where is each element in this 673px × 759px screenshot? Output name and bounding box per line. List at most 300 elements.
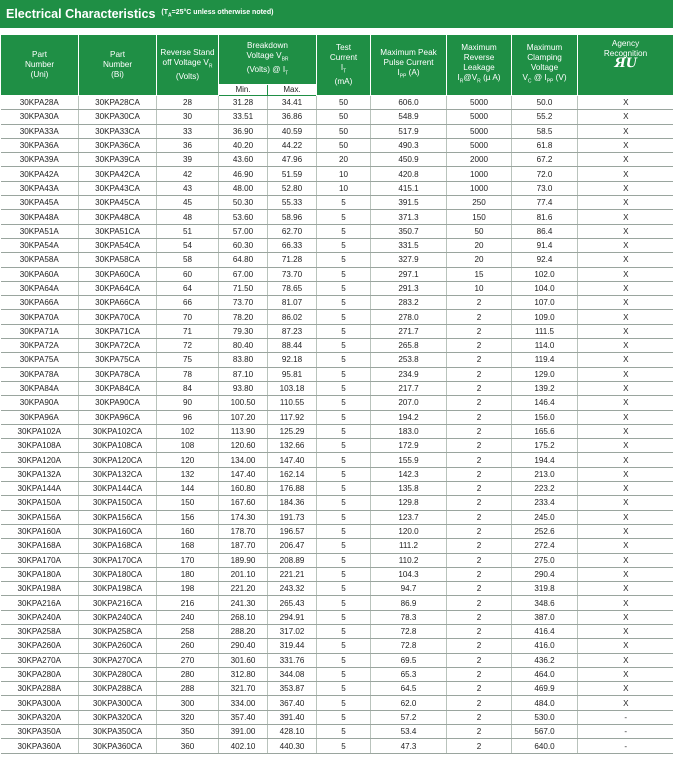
cell-reverse-standoff: 70 bbox=[157, 310, 219, 324]
cell-agency: X bbox=[578, 281, 673, 295]
cell-part-uni: 30KPA288A bbox=[1, 682, 79, 696]
cell-test-current: 5 bbox=[317, 281, 371, 295]
table-row bbox=[1, 253, 673, 267]
cell-part-uni: 30KPA120A bbox=[1, 453, 79, 467]
header-test-current: Test Current $I_T$ (mA) bbox=[317, 35, 371, 96]
cell-agency: - bbox=[578, 710, 673, 724]
table-row bbox=[1, 110, 673, 124]
cell-part-bi: 30KPA280CA bbox=[79, 667, 157, 681]
cell-part-bi: 30KPA30CA bbox=[79, 110, 157, 124]
cell-test-current: 5 bbox=[317, 510, 371, 524]
cell-test-current: 20 bbox=[317, 153, 371, 167]
cell-breakdown-min: 178.70 bbox=[219, 524, 268, 538]
cell-test-current: 5 bbox=[317, 553, 371, 567]
cell-clamping-voltage: 58.5 bbox=[512, 124, 578, 138]
cell-part-bi: 30KPA33CA bbox=[79, 124, 157, 138]
cell-test-current: 50 bbox=[317, 96, 371, 110]
cell-reverse-standoff: 43 bbox=[157, 181, 219, 195]
cell-breakdown-max: 367.40 bbox=[268, 696, 317, 710]
cell-test-current: 5 bbox=[317, 624, 371, 638]
cell-test-current: 5 bbox=[317, 196, 371, 210]
table-row bbox=[1, 739, 673, 753]
cell-agency: X bbox=[578, 324, 673, 338]
cell-part-uni: 30KPA45A bbox=[1, 196, 79, 210]
cell-clamping-voltage: 275.0 bbox=[512, 553, 578, 567]
cell-peak-pulse-current: 135.8 bbox=[371, 482, 447, 496]
cell-reverse-standoff: 260 bbox=[157, 639, 219, 653]
table-row bbox=[1, 439, 673, 453]
cell-reverse-standoff: 84 bbox=[157, 381, 219, 395]
cell-breakdown-max: 40.59 bbox=[268, 124, 317, 138]
cell-reverse-standoff: 168 bbox=[157, 539, 219, 553]
cell-part-bi: 30KPA216CA bbox=[79, 596, 157, 610]
cell-test-current: 5 bbox=[317, 596, 371, 610]
cell-agency: X bbox=[578, 696, 673, 710]
cell-breakdown-max: 196.57 bbox=[268, 524, 317, 538]
table-row bbox=[1, 725, 673, 739]
header-peak-pulse-current: Maximum Peak Pulse Current $I_{PP}$ (A) bbox=[371, 35, 447, 96]
cell-reverse-standoff: 288 bbox=[157, 682, 219, 696]
cell-breakdown-min: 57.00 bbox=[219, 224, 268, 238]
cell-reverse-leakage: 2 bbox=[447, 367, 512, 381]
table-title: Electrical Characteristics bbox=[6, 7, 156, 21]
cell-breakdown-max: 440.30 bbox=[268, 739, 317, 753]
cell-peak-pulse-current: 297.1 bbox=[371, 267, 447, 281]
cell-reverse-standoff: 71 bbox=[157, 324, 219, 338]
cell-peak-pulse-current: 517.9 bbox=[371, 124, 447, 138]
cell-part-bi: 30KPA28CA bbox=[79, 96, 157, 110]
cell-breakdown-max: 132.66 bbox=[268, 439, 317, 453]
header-agency-recognition: Agency Recognition ЯU bbox=[578, 35, 673, 96]
cell-reverse-standoff: 28 bbox=[157, 96, 219, 110]
cell-part-bi: 30KPA42CA bbox=[79, 167, 157, 181]
cell-agency: X bbox=[578, 224, 673, 238]
cell-part-uni: 30KPA39A bbox=[1, 153, 79, 167]
cell-breakdown-max: 73.70 bbox=[268, 267, 317, 281]
cell-reverse-standoff: 216 bbox=[157, 596, 219, 610]
table-row bbox=[1, 467, 673, 481]
cell-breakdown-max: 52.80 bbox=[268, 181, 317, 195]
cell-test-current: 5 bbox=[317, 610, 371, 624]
cell-clamping-voltage: 245.0 bbox=[512, 510, 578, 524]
cell-reverse-leakage: 15 bbox=[447, 267, 512, 281]
cell-agency: X bbox=[578, 467, 673, 481]
cell-test-current: 5 bbox=[317, 667, 371, 681]
cell-peak-pulse-current: 271.7 bbox=[371, 324, 447, 338]
table-row bbox=[1, 167, 673, 181]
cell-part-bi: 30KPA132CA bbox=[79, 467, 157, 481]
cell-breakdown-min: 64.80 bbox=[219, 253, 268, 267]
cell-breakdown-max: 176.88 bbox=[268, 482, 317, 496]
cell-reverse-leakage: 2 bbox=[447, 339, 512, 353]
cell-test-current: 5 bbox=[317, 453, 371, 467]
table-row bbox=[1, 238, 673, 252]
cell-agency: X bbox=[578, 381, 673, 395]
cell-breakdown-max: 71.28 bbox=[268, 253, 317, 267]
cell-reverse-leakage: 2 bbox=[447, 524, 512, 538]
cell-reverse-leakage: 20 bbox=[447, 253, 512, 267]
cell-reverse-leakage: 2 bbox=[447, 496, 512, 510]
table-row bbox=[1, 410, 673, 424]
cell-reverse-leakage: 2 bbox=[447, 682, 512, 696]
cell-reverse-standoff: 58 bbox=[157, 253, 219, 267]
cell-peak-pulse-current: 72.8 bbox=[371, 624, 447, 638]
cell-breakdown-min: 288.20 bbox=[219, 624, 268, 638]
cell-peak-pulse-current: 265.8 bbox=[371, 339, 447, 353]
cell-breakdown-min: 71.50 bbox=[219, 281, 268, 295]
cell-reverse-standoff: 160 bbox=[157, 524, 219, 538]
cell-agency: X bbox=[578, 396, 673, 410]
cell-reverse-standoff: 51 bbox=[157, 224, 219, 238]
cell-test-current: 5 bbox=[317, 739, 371, 753]
cell-agency: X bbox=[578, 353, 673, 367]
cell-test-current: 5 bbox=[317, 381, 371, 395]
cell-peak-pulse-current: 420.8 bbox=[371, 167, 447, 181]
cell-reverse-leakage: 2000 bbox=[447, 153, 512, 167]
cell-breakdown-max: 103.18 bbox=[268, 381, 317, 395]
cell-part-bi: 30KPA150CA bbox=[79, 496, 157, 510]
cell-part-bi: 30KPA54CA bbox=[79, 238, 157, 252]
cell-clamping-voltage: 107.0 bbox=[512, 296, 578, 310]
table-row bbox=[1, 667, 673, 681]
cell-part-bi: 30KPA240CA bbox=[79, 610, 157, 624]
cell-test-current: 5 bbox=[317, 710, 371, 724]
cell-part-uni: 30KPA258A bbox=[1, 624, 79, 638]
cell-clamping-voltage: 156.0 bbox=[512, 410, 578, 424]
table-row bbox=[1, 610, 673, 624]
cell-part-bi: 30KPA36CA bbox=[79, 138, 157, 152]
cell-part-uni: 30KPA84A bbox=[1, 381, 79, 395]
cell-peak-pulse-current: 606.0 bbox=[371, 96, 447, 110]
cell-breakdown-max: 319.44 bbox=[268, 639, 317, 653]
cell-part-bi: 30KPA39CA bbox=[79, 153, 157, 167]
cell-reverse-leakage: 2 bbox=[447, 539, 512, 553]
cell-agency: X bbox=[578, 167, 673, 181]
cell-clamping-voltage: 72.0 bbox=[512, 167, 578, 181]
cell-breakdown-min: 67.00 bbox=[219, 267, 268, 281]
cell-breakdown-min: 107.20 bbox=[219, 410, 268, 424]
table-row bbox=[1, 296, 673, 310]
cell-breakdown-min: 83.80 bbox=[219, 353, 268, 367]
cell-clamping-voltage: 109.0 bbox=[512, 310, 578, 324]
cell-test-current: 5 bbox=[317, 696, 371, 710]
cell-breakdown-min: 201.10 bbox=[219, 567, 268, 581]
cell-clamping-voltage: 319.8 bbox=[512, 582, 578, 596]
cell-peak-pulse-current: 69.5 bbox=[371, 653, 447, 667]
header-breakdown-voltage: Breakdown Voltage $V_{BR}$ (Volts) @ $I_T$ bbox=[219, 35, 317, 85]
cell-test-current: 5 bbox=[317, 539, 371, 553]
cell-part-bi: 30KPA120CA bbox=[79, 453, 157, 467]
cell-part-bi: 30KPA320CA bbox=[79, 710, 157, 724]
cell-part-bi: 30KPA72CA bbox=[79, 339, 157, 353]
table-row bbox=[1, 353, 673, 367]
cell-reverse-leakage: 1000 bbox=[447, 181, 512, 195]
cell-reverse-standoff: 350 bbox=[157, 725, 219, 739]
cell-part-uni: 30KPA144A bbox=[1, 482, 79, 496]
cell-breakdown-min: 73.70 bbox=[219, 296, 268, 310]
cell-reverse-leakage: 2 bbox=[447, 424, 512, 438]
cell-reverse-leakage: 2 bbox=[447, 296, 512, 310]
cell-breakdown-min: 120.60 bbox=[219, 439, 268, 453]
table-row bbox=[1, 424, 673, 438]
cell-agency: X bbox=[578, 553, 673, 567]
cell-peak-pulse-current: 207.0 bbox=[371, 396, 447, 410]
cell-clamping-voltage: 416.0 bbox=[512, 639, 578, 653]
cell-part-uni: 30KPA70A bbox=[1, 310, 79, 324]
cell-breakdown-min: 40.20 bbox=[219, 138, 268, 152]
cell-breakdown-max: 221.21 bbox=[268, 567, 317, 581]
cell-breakdown-min: 160.80 bbox=[219, 482, 268, 496]
cell-clamping-voltage: 194.4 bbox=[512, 453, 578, 467]
cell-peak-pulse-current: 331.5 bbox=[371, 238, 447, 252]
cell-part-uni: 30KPA320A bbox=[1, 710, 79, 724]
cell-part-uni: 30KPA90A bbox=[1, 396, 79, 410]
cell-reverse-leakage: 5000 bbox=[447, 96, 512, 110]
table-row bbox=[1, 710, 673, 724]
cell-part-uni: 30KPA75A bbox=[1, 353, 79, 367]
cell-test-current: 5 bbox=[317, 467, 371, 481]
cell-part-uni: 30KPA36A bbox=[1, 138, 79, 152]
cell-breakdown-min: 334.00 bbox=[219, 696, 268, 710]
ul-recognized-icon: ЯU bbox=[612, 56, 639, 71]
cell-breakdown-min: 79.30 bbox=[219, 324, 268, 338]
cell-reverse-leakage: 2 bbox=[447, 553, 512, 567]
table-row bbox=[1, 624, 673, 638]
cell-part-uni: 30KPA198A bbox=[1, 582, 79, 596]
cell-test-current: 50 bbox=[317, 110, 371, 124]
cell-part-uni: 30KPA216A bbox=[1, 596, 79, 610]
cell-clamping-voltage: 175.2 bbox=[512, 439, 578, 453]
cell-reverse-standoff: 156 bbox=[157, 510, 219, 524]
cell-part-bi: 30KPA58CA bbox=[79, 253, 157, 267]
table-row bbox=[1, 582, 673, 596]
cell-agency: X bbox=[578, 238, 673, 252]
cell-clamping-voltage: 146.4 bbox=[512, 396, 578, 410]
cell-reverse-leakage: 2 bbox=[447, 667, 512, 681]
table-row bbox=[1, 196, 673, 210]
cell-part-uni: 30KPA96A bbox=[1, 410, 79, 424]
cell-peak-pulse-current: 490.3 bbox=[371, 138, 447, 152]
cell-peak-pulse-current: 194.2 bbox=[371, 410, 447, 424]
cell-clamping-voltage: 223.2 bbox=[512, 482, 578, 496]
cell-agency: X bbox=[578, 267, 673, 281]
cell-reverse-standoff: 45 bbox=[157, 196, 219, 210]
cell-agency: X bbox=[578, 310, 673, 324]
header-breakdown-max: Max. bbox=[268, 85, 317, 96]
table-row bbox=[1, 224, 673, 238]
cell-breakdown-min: 80.40 bbox=[219, 339, 268, 353]
cell-reverse-leakage: 2 bbox=[447, 310, 512, 324]
cell-reverse-standoff: 42 bbox=[157, 167, 219, 181]
cell-part-bi: 30KPA70CA bbox=[79, 310, 157, 324]
cell-reverse-standoff: 198 bbox=[157, 582, 219, 596]
cell-peak-pulse-current: 94.7 bbox=[371, 582, 447, 596]
cell-part-bi: 30KPA75CA bbox=[79, 353, 157, 367]
table-row bbox=[1, 453, 673, 467]
cell-reverse-standoff: 96 bbox=[157, 410, 219, 424]
cell-agency: X bbox=[578, 124, 673, 138]
cell-clamping-voltage: 92.4 bbox=[512, 253, 578, 267]
cell-breakdown-min: 100.50 bbox=[219, 396, 268, 410]
cell-clamping-voltage: 640.0 bbox=[512, 739, 578, 753]
cell-breakdown-min: 78.20 bbox=[219, 310, 268, 324]
cell-agency: X bbox=[578, 196, 673, 210]
cell-breakdown-min: 301.60 bbox=[219, 653, 268, 667]
cell-test-current: 5 bbox=[317, 653, 371, 667]
cell-agency: X bbox=[578, 424, 673, 438]
cell-agency: X bbox=[578, 524, 673, 538]
cell-reverse-standoff: 60 bbox=[157, 267, 219, 281]
cell-agency: X bbox=[578, 667, 673, 681]
cell-test-current: 5 bbox=[317, 439, 371, 453]
cell-reverse-leakage: 50 bbox=[447, 224, 512, 238]
cell-clamping-voltage: 55.2 bbox=[512, 110, 578, 124]
cell-part-bi: 30KPA198CA bbox=[79, 582, 157, 596]
cell-agency: X bbox=[578, 539, 673, 553]
cell-part-bi: 30KPA350CA bbox=[79, 725, 157, 739]
cell-breakdown-min: 189.90 bbox=[219, 553, 268, 567]
cell-clamping-voltage: 139.2 bbox=[512, 381, 578, 395]
table-row bbox=[1, 310, 673, 324]
cell-peak-pulse-current: 415.1 bbox=[371, 181, 447, 195]
header-breakdown-min: Min. bbox=[219, 85, 268, 96]
cell-breakdown-max: 117.92 bbox=[268, 410, 317, 424]
table-row bbox=[1, 510, 673, 524]
cell-breakdown-max: 184.36 bbox=[268, 496, 317, 510]
table-row bbox=[1, 696, 673, 710]
cell-peak-pulse-current: 78.3 bbox=[371, 610, 447, 624]
cell-part-bi: 30KPA71CA bbox=[79, 324, 157, 338]
cell-breakdown-max: 294.91 bbox=[268, 610, 317, 624]
cell-agency: X bbox=[578, 367, 673, 381]
cell-part-uni: 30KPA33A bbox=[1, 124, 79, 138]
cell-breakdown-min: 221.20 bbox=[219, 582, 268, 596]
cell-breakdown-max: 88.44 bbox=[268, 339, 317, 353]
cell-reverse-standoff: 102 bbox=[157, 424, 219, 438]
cell-agency: X bbox=[578, 153, 673, 167]
cell-part-uni: 30KPA42A bbox=[1, 167, 79, 181]
cell-breakdown-max: 147.40 bbox=[268, 453, 317, 467]
cell-agency: X bbox=[578, 496, 673, 510]
cell-test-current: 5 bbox=[317, 410, 371, 424]
cell-test-current: 5 bbox=[317, 296, 371, 310]
cell-reverse-leakage: 2 bbox=[447, 582, 512, 596]
cell-breakdown-max: 58.96 bbox=[268, 210, 317, 224]
cell-reverse-leakage: 2 bbox=[447, 482, 512, 496]
cell-breakdown-max: 62.70 bbox=[268, 224, 317, 238]
cell-agency: - bbox=[578, 725, 673, 739]
cell-test-current: 5 bbox=[317, 482, 371, 496]
cell-peak-pulse-current: 234.9 bbox=[371, 367, 447, 381]
cell-part-uni: 30KPA280A bbox=[1, 667, 79, 681]
cell-breakdown-max: 317.02 bbox=[268, 624, 317, 638]
cell-test-current: 50 bbox=[317, 124, 371, 138]
cell-reverse-standoff: 48 bbox=[157, 210, 219, 224]
table-row bbox=[1, 124, 673, 138]
cell-agency: X bbox=[578, 596, 673, 610]
cell-part-uni: 30KPA71A bbox=[1, 324, 79, 338]
table-row bbox=[1, 539, 673, 553]
cell-agency: X bbox=[578, 610, 673, 624]
cell-breakdown-min: 33.51 bbox=[219, 110, 268, 124]
cell-test-current: 10 bbox=[317, 167, 371, 181]
cell-reverse-standoff: 120 bbox=[157, 453, 219, 467]
cell-part-bi: 30KPA300CA bbox=[79, 696, 157, 710]
cell-breakdown-max: 391.40 bbox=[268, 710, 317, 724]
cell-breakdown-min: 113.90 bbox=[219, 424, 268, 438]
table-row bbox=[1, 553, 673, 567]
cell-peak-pulse-current: 350.7 bbox=[371, 224, 447, 238]
cell-part-uni: 30KPA54A bbox=[1, 238, 79, 252]
cell-peak-pulse-current: 53.4 bbox=[371, 725, 447, 739]
cell-breakdown-max: 353.87 bbox=[268, 682, 317, 696]
cell-reverse-leakage: 2 bbox=[447, 567, 512, 581]
cell-peak-pulse-current: 172.9 bbox=[371, 439, 447, 453]
cell-breakdown-max: 344.08 bbox=[268, 667, 317, 681]
cell-breakdown-max: 162.14 bbox=[268, 467, 317, 481]
cell-agency: - bbox=[578, 739, 673, 753]
cell-part-bi: 30KPA84CA bbox=[79, 381, 157, 395]
cell-part-uni: 30KPA360A bbox=[1, 739, 79, 753]
header-reverse-leakage: Maximum Reverse Leakage $I_R@V_R$ (µ A) bbox=[447, 35, 512, 96]
cell-breakdown-min: 87.10 bbox=[219, 367, 268, 381]
cell-test-current: 5 bbox=[317, 725, 371, 739]
cell-clamping-voltage: 436.2 bbox=[512, 653, 578, 667]
cell-test-current: 5 bbox=[317, 524, 371, 538]
cell-test-current: 5 bbox=[317, 424, 371, 438]
cell-breakdown-max: 206.47 bbox=[268, 539, 317, 553]
cell-reverse-leakage: 2 bbox=[447, 696, 512, 710]
cell-reverse-leakage: 2 bbox=[447, 353, 512, 367]
cell-peak-pulse-current: 142.3 bbox=[371, 467, 447, 481]
cell-reverse-standoff: 132 bbox=[157, 467, 219, 481]
cell-breakdown-min: 268.10 bbox=[219, 610, 268, 624]
cell-part-uni: 30KPA102A bbox=[1, 424, 79, 438]
cell-clamping-voltage: 114.0 bbox=[512, 339, 578, 353]
cell-breakdown-min: 134.00 bbox=[219, 453, 268, 467]
table-title-bar bbox=[0, 0, 673, 28]
cell-peak-pulse-current: 548.9 bbox=[371, 110, 447, 124]
cell-breakdown-max: 208.89 bbox=[268, 553, 317, 567]
cell-part-bi: 30KPA96CA bbox=[79, 410, 157, 424]
cell-peak-pulse-current: 327.9 bbox=[371, 253, 447, 267]
cell-part-bi: 30KPA90CA bbox=[79, 396, 157, 410]
cell-reverse-leakage: 2 bbox=[447, 439, 512, 453]
cell-peak-pulse-current: 47.3 bbox=[371, 739, 447, 753]
cell-peak-pulse-current: 278.0 bbox=[371, 310, 447, 324]
cell-part-uni: 30KPA156A bbox=[1, 510, 79, 524]
cell-test-current: 5 bbox=[317, 324, 371, 338]
cell-breakdown-max: 81.07 bbox=[268, 296, 317, 310]
cell-clamping-voltage: 464.0 bbox=[512, 667, 578, 681]
cell-reverse-standoff: 144 bbox=[157, 482, 219, 496]
cell-part-bi: 30KPA288CA bbox=[79, 682, 157, 696]
cell-clamping-voltage: 119.4 bbox=[512, 353, 578, 367]
cell-part-bi: 30KPA48CA bbox=[79, 210, 157, 224]
cell-reverse-leakage: 5000 bbox=[447, 138, 512, 152]
cell-reverse-leakage: 2 bbox=[447, 381, 512, 395]
cell-peak-pulse-current: 253.8 bbox=[371, 353, 447, 367]
table-row bbox=[1, 639, 673, 653]
table-row bbox=[1, 339, 673, 353]
cell-clamping-voltage: 111.5 bbox=[512, 324, 578, 338]
cell-breakdown-max: 66.33 bbox=[268, 238, 317, 252]
cell-breakdown-max: 47.96 bbox=[268, 153, 317, 167]
cell-breakdown-min: 60.30 bbox=[219, 238, 268, 252]
cell-agency: X bbox=[578, 510, 673, 524]
cell-reverse-leakage: 5000 bbox=[447, 124, 512, 138]
cell-reverse-leakage: 150 bbox=[447, 210, 512, 224]
